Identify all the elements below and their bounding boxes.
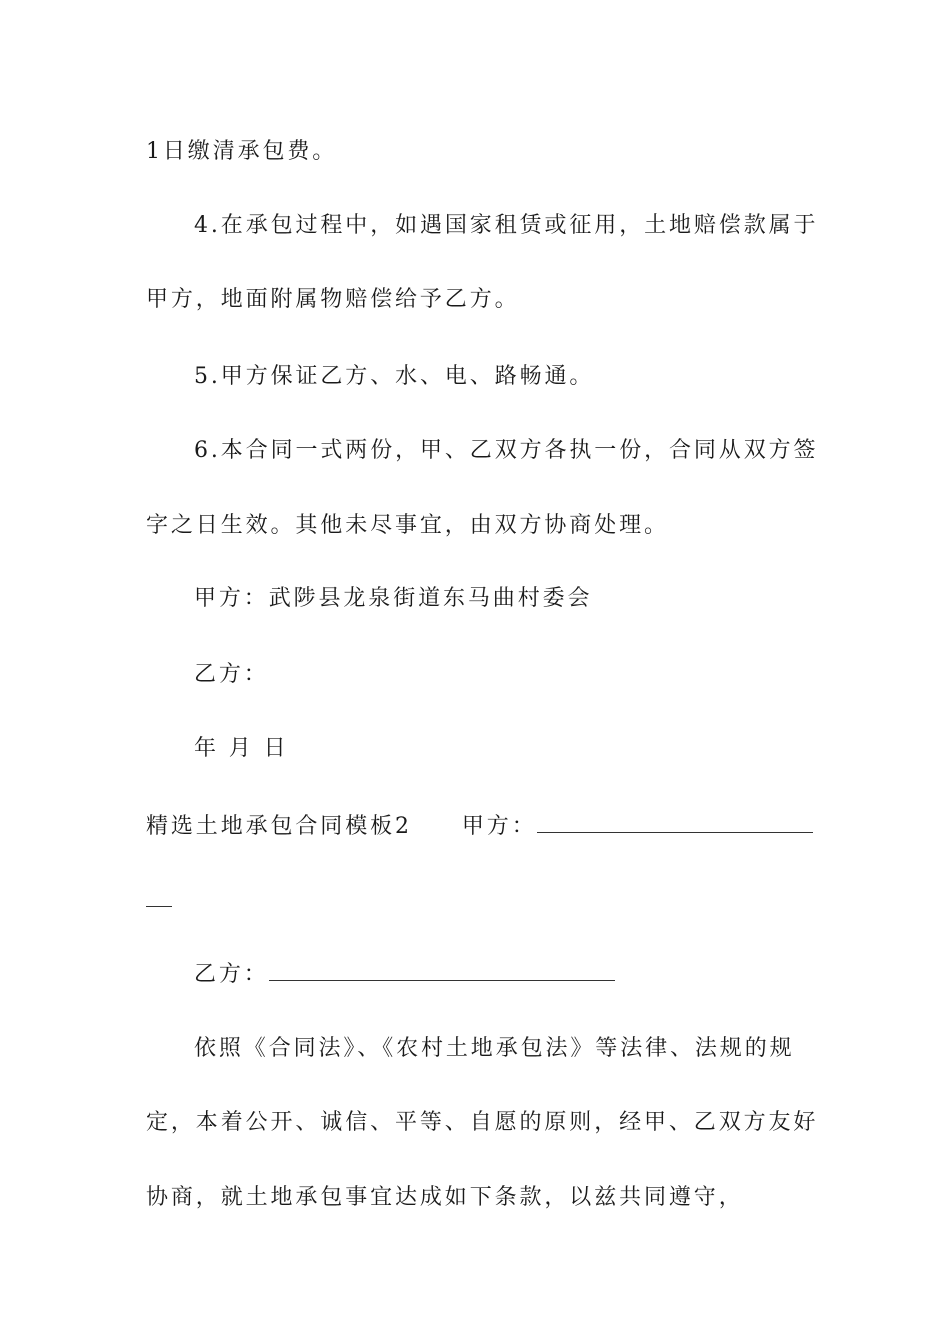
clause-5: 5.甲方保证乙方、水、电、路畅通。 (194, 364, 595, 389)
template-2-title: 精选土地承包合同模板2 (146, 814, 412, 839)
template-2-header (146, 810, 806, 840)
party-a-blank-continuation (146, 906, 172, 907)
party-a-blank (537, 810, 813, 833)
template-2-party-b (194, 958, 806, 988)
template-2-party-b-label: 乙方： (194, 962, 269, 987)
party-b-blank (269, 958, 615, 981)
intro-line-2: 定，本着公开、诚信、平等、自愿的原则，经甲、乙双方友好 (146, 1110, 819, 1135)
signature-date: 年 月 日 (194, 736, 289, 761)
intro-line-3: 协商，就土地承包事宜达成如下条款，以兹共同遵守， (146, 1185, 744, 1210)
clause-6-line-2: 字之日生效。其他未尽事宜，由双方协商处理。 (146, 513, 669, 538)
party-b-signature: 乙方： (194, 662, 269, 687)
paragraph-line: 1日缴清承包费。 (146, 139, 338, 164)
template-2-party-a-label: 甲方： (461, 814, 537, 839)
clause-4-line-2: 甲方，地面附属物赔偿给予乙方。 (146, 287, 520, 312)
clause-6-line-1: 6.本合同一式两份，甲、乙双方各执一份，合同从双方签 (194, 438, 819, 463)
party-a-signature: 甲方：武陟县龙泉街道东马曲村委会 (194, 586, 593, 611)
clause-4-line-1: 4.在承包过程中，如遇国家租赁或征用，土地赔偿款属于 (194, 213, 819, 238)
intro-line-1: 依照《合同法》、《农村土地承包法》等法律、法规的规 (194, 1036, 795, 1061)
